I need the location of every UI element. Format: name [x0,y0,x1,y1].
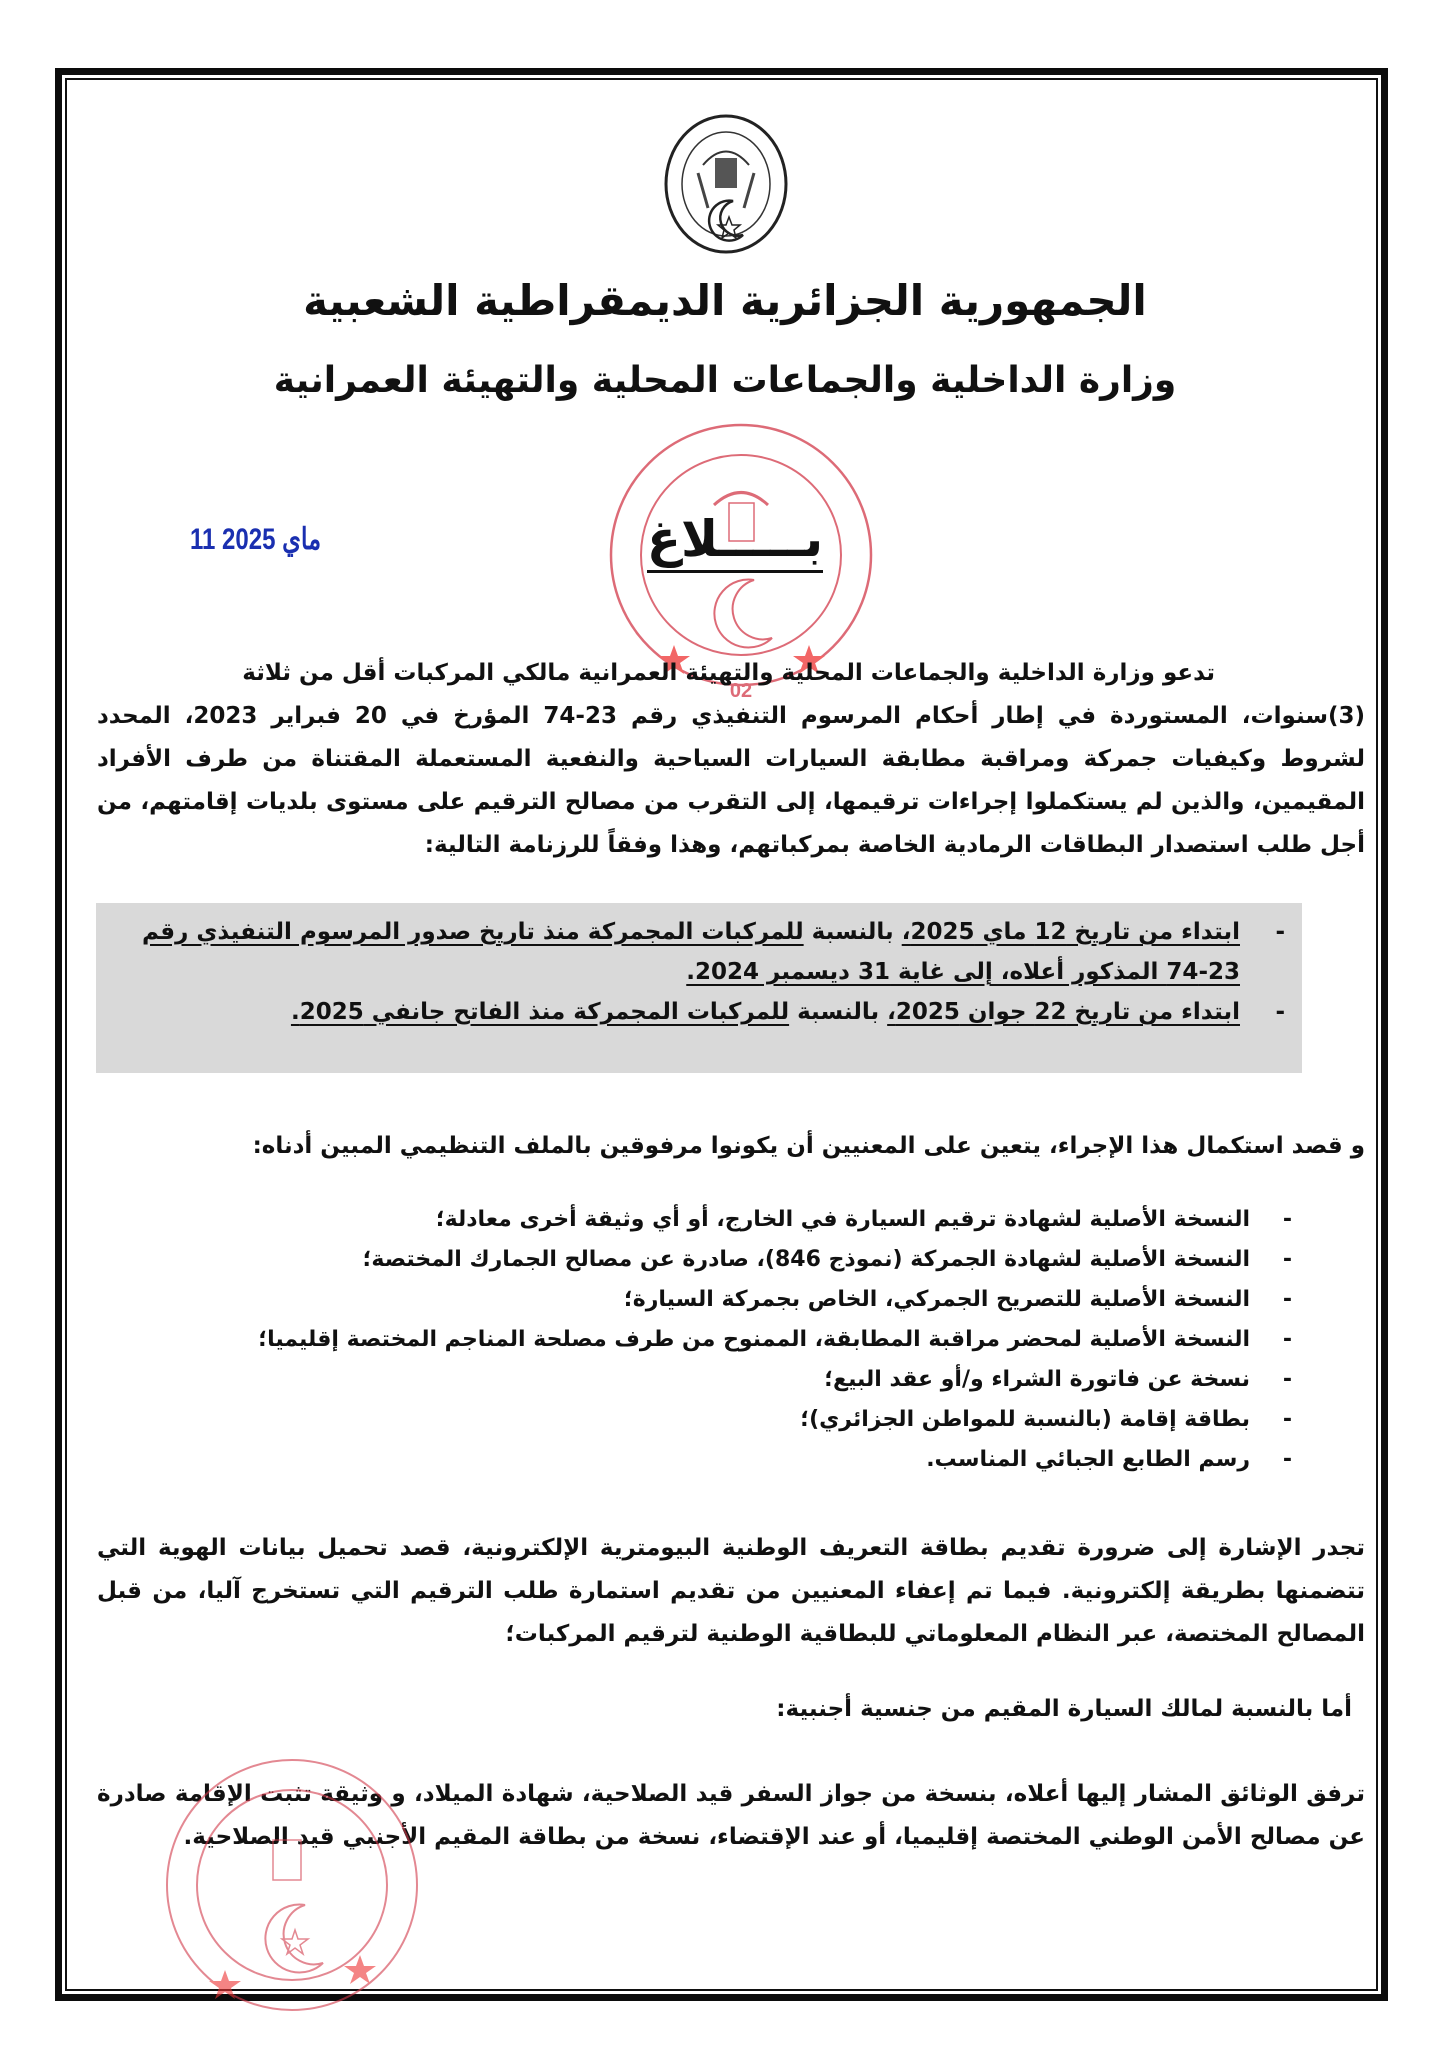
document-text: النسخة الأصلية لشهادة ترقيم السيارة في الخارج، أو أي وثيقة أخرى معادلة؛ [435,1207,1250,1232]
schedule-date: ابتداء من تاريخ 12 ماي 2025، [901,919,1240,945]
document-item [200,1440,1292,1480]
list-dash: - [1282,1327,1292,1352]
schedule-list [100,912,1285,1032]
document-item [200,1200,1292,1240]
foreign-paragraph: ترفق الوثائق المشار إليها أعلاه، بنسخة من جواز السفر قيد الصلاحية، شهادة الميلاد، و وثيقة تثبت الإقامة صادرة عن مصالح الأمن الوطني المختصة إقليميا، أو عند الإقتضاء، نسخة من بطاقة المقيم الأجنبي قيد الصلاحية. [97,1781,1365,1850]
list-dash: - [1282,1447,1292,1472]
country-title: الجمهورية الجزائرية الديمقراطية الشعبية [303,276,1147,325]
biometric-note: تجدر الإشارة إلى ضرورة تقديم بطاقة التعريف الوطنية البيومترية الإلكترونية، قصد تحميل بيانات الهوية التي تتضمنها بطريقة إلكترونية. فيما تم إعفاء المعنيين من تقديم استمارة طلب الترقيم التي تستخرج آليا، من قبل المصالح المختصة، عبر النظام المعلوماتي للبطاقية الوطنية لترقيم المركبات؛ [97,1535,1365,1647]
schedule-mid: بالنسبة [789,999,888,1025]
document-text: بطاقة إقامة (بالنسبة للمواطن الجزائري)؛ [800,1407,1250,1432]
stamp-number: 02 [729,680,753,702]
date-stamp [190,522,321,557]
documents-list [200,1200,1292,1480]
document-item [200,1320,1292,1360]
list-dash: - [1282,1207,1292,1232]
intro-rest: (3)سنوات، المستوردة في إطار أحكام المرسوم التنفيذي رقم 23-74 المؤرخ في 20 فبراير 2023، المحدد لشروط وكيفيات جمركة ومراقبة مطابقة السيارات السياحية والنفعية المستعملة المقتناة من طرف الأفراد المقيمين، والذين لم يستكملوا إجراءات ترقيمها، إلى التقرب من مصالح الترقيم على مستوى بلديات إقامتهم، من أجل طلب استصدار البطاقات الرمادية الخاصة بمركباتهم، وهذا وفقاً للرزنامة التالية: [97,703,1365,858]
list-dash: - [1275,919,1285,945]
ministry-title: وزارة الداخلية والجماعات المحلية والتهيئة العمرانية [273,360,1177,401]
document-text: نسخة عن فاتورة الشراء و/أو عقد البيع؛ [824,1367,1250,1392]
document-text: النسخة الأصلية لشهادة الجمركة (نموذج 846)، صادرة عن مصالح الجمارك المختصة؛ [362,1247,1250,1272]
schedule-detail: للمركبات المجمركة منذ تاريخ صدور المرسوم التنفيذي رقم 23-74 المذكور أعلاه، إلى غاية 31 ديسمبر 2024. [141,919,1240,985]
notice-title-text: بـــــلاغ [647,510,823,573]
intro-first-line: تدعو وزارة الداخلية والجماعات المحلية والتهيئة العمرانية مالكي المركبات أقل من ثلاثة [242,660,1215,686]
national-emblem-icon [663,113,789,255]
document-item [200,1240,1292,1280]
list-dash: - [1282,1407,1292,1432]
ministry-stamp-bottom-icon [155,1745,430,2035]
document-item [200,1360,1292,1400]
list-dash: - [1282,1367,1292,1392]
schedule-date: ابتداء من تاريخ 22 جوان 2025، [887,999,1240,1025]
list-dash: - [1275,999,1285,1025]
intro-paragraph [97,652,1365,867]
document-text: النسخة الأصلية لمحضر مراقبة المطابقة، الممنوح من طرف مصلحة المناجم المختصة إقليميا؛ [258,1327,1250,1352]
schedule-mid: بالنسبة [803,919,902,945]
list-dash: - [1282,1287,1292,1312]
document-item [200,1280,1292,1320]
notice-title [625,510,845,568]
requirements-intro: و قصد استكمال هذا الإجراء، يتعين على المعنيين أن يكونوا مرفوقين بالملف التنظيمي المبين أدناه: [252,1133,1365,1159]
document-text: رسم الطابع الجبائي المناسب. [926,1447,1250,1472]
document-text: النسخة الأصلية للتصريح الجمركي، الخاص بجمركة السيارة؛ [623,1287,1250,1312]
date-stamp-text: 11 ماي 2025 [190,523,322,556]
list-dash: - [1282,1247,1292,1272]
schedule-item [100,992,1285,1032]
schedule-detail: للمركبات المجمركة منذ الفاتح جانفي 2025. [290,999,790,1025]
document-item [200,1400,1292,1440]
foreign-heading: أما بالنسبة لمالك السيارة المقيم من جنسية أجنبية: [776,1696,1352,1722]
schedule-item [100,912,1285,992]
